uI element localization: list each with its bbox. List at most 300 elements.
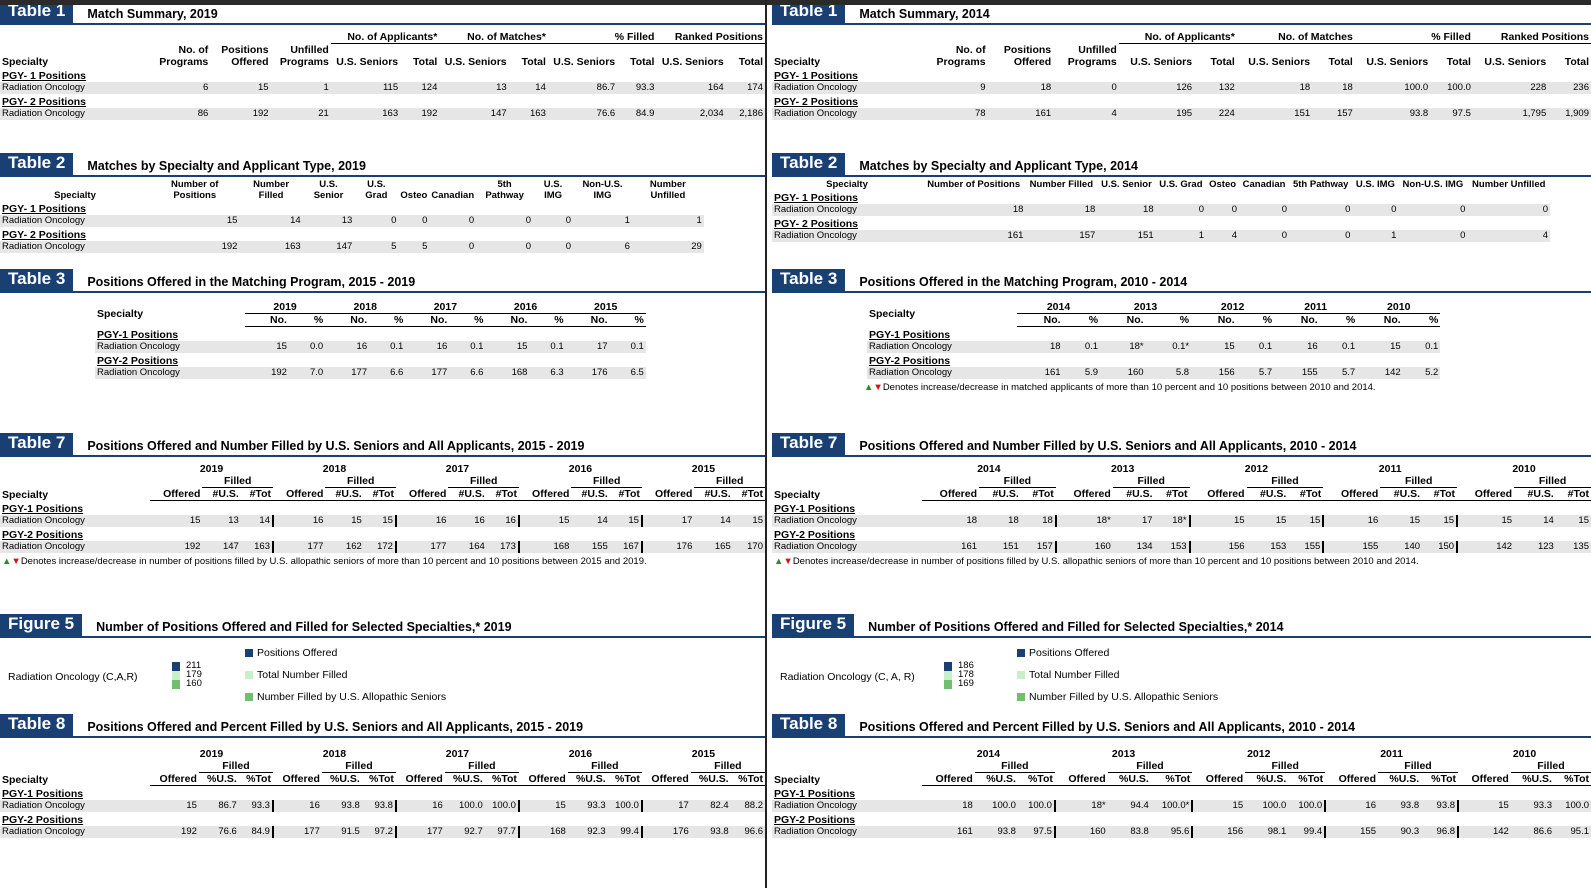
value-cell: 165 [694, 541, 732, 553]
bar-group [172, 662, 180, 689]
value-cell: 6.5 [610, 367, 646, 379]
category-label: PGY-2 Positions [774, 814, 856, 826]
table-row [772, 230, 1550, 242]
value-cell: 0 [1289, 204, 1352, 216]
col-sub: U.S. Seniors [1248, 55, 1311, 68]
value-cell: 78 [922, 108, 988, 120]
value-cell: 18 [922, 800, 975, 812]
bar-value: 169 [958, 678, 974, 689]
col-sub: Unfilled Programs [1067, 43, 1117, 68]
col-header: Osteo [1209, 179, 1237, 190]
col-sub: Offered [1055, 773, 1108, 786]
arrow-down-icon: ▼ [783, 556, 793, 567]
t7-tag: Table 7 [772, 433, 845, 455]
value-cell: 82.4 [691, 800, 731, 812]
value-cell: 147 [303, 241, 355, 253]
value-cell: 15 [1422, 515, 1457, 527]
category-row [772, 527, 1591, 541]
value-cell: 18* [1100, 341, 1146, 353]
value-cell: 1 [1156, 230, 1206, 242]
value-cell: 177 [405, 367, 449, 379]
col-sub: U.S. Seniors [336, 55, 399, 68]
value-cell: 167 [610, 541, 642, 553]
f5-tag: Figure 5 [772, 614, 854, 636]
value-cell: 18* [1055, 800, 1108, 812]
value-cell: 5.9 [1063, 367, 1100, 379]
category-row [867, 353, 1440, 367]
value-cell: 163 [241, 541, 273, 553]
col-sub: U.S. Seniors [1130, 55, 1193, 68]
value-cell: 86 [150, 108, 210, 120]
value-cell: 6 [573, 241, 632, 253]
value-cell: 16 [396, 800, 445, 812]
col-no: No. [1357, 314, 1403, 327]
value-cell: 100.0 [1430, 82, 1473, 94]
col-pct: % [1146, 314, 1192, 327]
category-label: PGY- 2 Positions [2, 95, 87, 108]
table-2-grid [0, 179, 704, 253]
value-cell: 91.5 [322, 826, 362, 838]
legend-swatch [1017, 693, 1025, 701]
figure-5-body [772, 638, 1591, 718]
specialty-cell: Radiation Oncology [772, 204, 922, 216]
year-header: 2012 [1244, 463, 1269, 475]
table-row [0, 541, 765, 553]
value-cell: 16 [1323, 515, 1380, 527]
value-cell: 147 [202, 541, 240, 553]
value-cell: 18 [1312, 82, 1355, 94]
col-sub: #U.S. [202, 488, 240, 501]
value-cell: 16 [325, 341, 369, 353]
col-sub: Offered [396, 773, 445, 786]
col-sub: Offered [519, 488, 571, 501]
specialty-cell: Radiation Oncology [772, 515, 922, 527]
value-cell: 15 [1357, 341, 1403, 353]
legend-label: Number Filled by U.S. Allopathic Seniors [257, 691, 447, 703]
col-sub: #U.S. [571, 488, 609, 501]
value-cell: 195 [1119, 108, 1194, 120]
specialty-cell: Radiation Oncology [772, 82, 922, 94]
value-cell: 94.4 [1108, 800, 1151, 812]
table-row [772, 541, 1591, 553]
value-cell: 100.0 [1355, 82, 1430, 94]
filled-header: Filled [1378, 760, 1458, 773]
value-cell: 0.1 [610, 341, 646, 353]
year-header: 2016 [568, 463, 593, 475]
table-row [772, 204, 1550, 216]
t7-title: Positions Offered and Number Filled by U.S. Seniors and All Applicants, 2015 - 2019 [87, 439, 585, 453]
col-group: No. of Applicants* [1119, 31, 1237, 44]
col-pct: % [1403, 314, 1441, 327]
year-header: 2012 [1247, 748, 1271, 760]
value-cell: 15 [150, 215, 239, 227]
col-sub: #U.S. [1514, 488, 1556, 501]
bar-value: 179 [186, 669, 202, 680]
table-row [0, 800, 765, 812]
value-cell: 0 [1239, 204, 1289, 216]
value-cell: 0 [1206, 204, 1239, 216]
legend-item [1017, 686, 1218, 708]
value-cell: 140 [1380, 541, 1422, 553]
col-no: No. [245, 314, 289, 327]
value-cell: 142 [1458, 826, 1511, 838]
value-cell: 18 [1021, 515, 1056, 527]
value-cell: 1,795 [1473, 108, 1548, 120]
year-header: 2017 [445, 463, 470, 475]
value-cell: 177 [325, 367, 369, 379]
table-7-note [0, 553, 765, 570]
value-cell: 15 [1458, 800, 1511, 812]
figure-5 [772, 614, 1591, 718]
col-sub: #U.S. [1380, 488, 1422, 501]
category-row [772, 190, 1550, 204]
category-row [0, 501, 765, 516]
col-sub: Offered [1192, 773, 1245, 786]
col-header: Non-U.S. IMG [582, 179, 623, 201]
col-group: Ranked Positions [656, 31, 765, 44]
col-header: U.S. IMG [543, 179, 563, 201]
value-cell: 176 [642, 826, 691, 838]
value-cell: 0.1 [1403, 341, 1441, 353]
value-cell: 100.0 [1018, 800, 1055, 812]
value-cell: 0.1 [1237, 341, 1274, 353]
col-header: U.S. Senior [313, 179, 344, 201]
col-header: Specialty [826, 179, 868, 190]
category-row [0, 812, 765, 826]
bar-group [944, 662, 952, 689]
value-cell: 163 [509, 108, 548, 120]
filled-header: Filled [975, 760, 1055, 773]
value-cell: 124 [400, 82, 439, 94]
year-header: 2011 [1274, 301, 1357, 314]
value-cell: 192 [150, 241, 239, 253]
value-cell: 126 [1119, 82, 1194, 94]
specialty-cell: Radiation Oncology [0, 800, 150, 812]
filled-header: Filled [571, 475, 642, 488]
category-label: PGY- 1 Positions [2, 69, 87, 82]
col-sub: %Tot [1018, 773, 1055, 786]
value-cell: 236 [1548, 82, 1591, 94]
table-3-grid [867, 301, 1440, 379]
value-cell: 168 [485, 367, 529, 379]
value-cell: 15 [210, 82, 270, 94]
specialty-cell: Radiation Oncology [772, 230, 922, 242]
table-7 [772, 433, 1591, 570]
col-header: Non-U.S. IMG [1402, 179, 1464, 190]
value-cell: 4 [1206, 230, 1239, 242]
figure-legend [1017, 642, 1218, 708]
col-pct: % [529, 314, 565, 327]
category-row [95, 353, 646, 367]
col-header: Number Unfilled [1472, 179, 1546, 190]
col-sub: Positions Offered [1003, 43, 1052, 68]
value-cell: 153 [1155, 541, 1190, 553]
value-cell: 192 [245, 367, 289, 379]
value-cell: 93.8 [362, 800, 396, 812]
table-row [0, 108, 765, 120]
col-sub: %Tot [239, 773, 273, 786]
legend-swatch [245, 693, 253, 701]
legend-item [1017, 664, 1218, 686]
t7-header [0, 433, 765, 457]
value-cell: 132 [1194, 82, 1237, 94]
col-pct: % [289, 314, 325, 327]
value-cell: 86.7 [199, 800, 239, 812]
value-cell: 14 [1514, 515, 1556, 527]
legend-swatch [245, 671, 253, 679]
value-cell: 16 [273, 515, 325, 527]
value-cell: 18* [1155, 515, 1190, 527]
value-cell: 92.3 [568, 826, 608, 838]
table-1-grid [0, 31, 765, 120]
col-sub: %U.S. [199, 773, 239, 786]
year-header: 2013 [1111, 748, 1136, 760]
t8-tag: Table 8 [772, 714, 845, 736]
category-label: PGY-1 Positions [2, 503, 84, 515]
specialty-cell: Radiation Oncology [772, 541, 922, 553]
value-cell: 160 [1056, 541, 1113, 553]
value-cell: 0 [1398, 230, 1467, 242]
value-cell: 84.9 [239, 826, 273, 838]
col-header: 5th Pathway [485, 179, 524, 201]
specialty-cell: Radiation Oncology [867, 367, 1017, 379]
table-3-grid [95, 301, 646, 379]
col-sub: U.S. Seniors [661, 55, 724, 68]
col-sub: #Tot [364, 488, 396, 501]
value-cell: 18 [988, 82, 1054, 94]
legend-swatch [1017, 649, 1025, 657]
specialty-cell: Radiation Oncology [0, 826, 150, 838]
value-cell: 5 [354, 241, 398, 253]
col-sub: %Tot [731, 773, 765, 786]
value-cell: 13 [439, 82, 508, 94]
value-cell: 168 [519, 541, 571, 553]
value-cell: 161 [922, 826, 975, 838]
value-cell: 6.6 [369, 367, 405, 379]
category-row [772, 501, 1591, 516]
value-cell: 16 [487, 515, 519, 527]
value-cell: 0.1 [369, 341, 405, 353]
filled-header: Filled [325, 475, 396, 488]
col-specialty: Specialty [97, 307, 144, 320]
value-cell: 157 [1312, 108, 1355, 120]
col-sub: Offered [273, 773, 322, 786]
value-cell: 155 [1323, 541, 1380, 553]
col-pct: % [1320, 314, 1357, 327]
value-cell: 151 [1097, 230, 1155, 242]
bar-0 [944, 662, 952, 671]
value-cell: 161 [1017, 367, 1063, 379]
table-row [0, 82, 765, 94]
table-7-grid [772, 463, 1591, 553]
table-row [772, 800, 1591, 812]
t3-title: Positions Offered in the Matching Program, 2015 - 2019 [87, 275, 416, 289]
value-cell: 155 [571, 541, 609, 553]
col-sub: #Tot [610, 488, 642, 501]
filled-header: Filled [448, 475, 519, 488]
col-sub: %Tot [1421, 773, 1458, 786]
value-cell: 0.0 [289, 341, 325, 353]
value-cell: 14 [571, 515, 609, 527]
t8-header [0, 714, 765, 738]
bar-0 [172, 662, 180, 671]
value-cell: 147 [439, 108, 508, 120]
year-header: 2019 [199, 463, 224, 475]
value-cell: 15 [150, 515, 202, 527]
legend-item [245, 686, 446, 708]
bar-2 [944, 680, 952, 689]
col-sub: Offered [922, 488, 979, 501]
table-8-grid [772, 748, 1591, 838]
table-row [772, 826, 1591, 838]
value-cell: 7.0 [289, 367, 325, 379]
value-cell: 177 [396, 541, 448, 553]
filled-header: Filled [1514, 475, 1591, 488]
year-header: 2015 [691, 463, 716, 475]
category-row [0, 786, 765, 801]
col-sub: #Tot [241, 488, 273, 501]
value-cell: 5.8 [1146, 367, 1192, 379]
value-cell: 5.2 [1403, 367, 1441, 379]
t3-header [0, 269, 765, 293]
col-sub: #U.S. [1247, 488, 1289, 501]
year-header: 2018 [325, 301, 405, 314]
year-header: 2017 [405, 301, 485, 314]
col-header: U.S. IMG [1355, 179, 1395, 190]
col-sub: %Tot [1151, 773, 1193, 786]
category-label: PGY- 2 Positions [774, 95, 859, 108]
value-cell: 17 [1113, 515, 1155, 527]
value-cell: 156 [1191, 367, 1237, 379]
value-cell: 0 [1053, 82, 1119, 94]
value-cell: 90.3 [1378, 826, 1421, 838]
value-cell: 97.7 [485, 826, 519, 838]
category-label: PGY-2 Positions [97, 355, 179, 367]
table-3-note [862, 379, 1591, 396]
t8-title: Positions Offered and Percent Filled by U.S. Seniors and All Applicants, 2015 - 2019 [87, 720, 584, 734]
col-sub: Total [1328, 55, 1353, 68]
value-cell: 5.7 [1320, 367, 1357, 379]
category-row [0, 94, 765, 108]
value-cell: 84.9 [617, 108, 656, 120]
category-label: PGY-2 Positions [869, 355, 951, 367]
value-cell: 18 [979, 515, 1021, 527]
col-sub: Offered [922, 773, 975, 786]
value-cell: 0 [533, 215, 573, 227]
value-cell: 15 [245, 341, 289, 353]
figure-5 [0, 614, 765, 718]
value-cell: 0 [354, 215, 398, 227]
col-sub: Offered [1458, 773, 1511, 786]
filled-header: Filled [691, 760, 765, 773]
table-2 [772, 153, 1591, 242]
col-sub: %U.S. [691, 773, 731, 786]
value-cell: 15 [485, 341, 529, 353]
specialty-cell: Radiation Oncology [867, 341, 1017, 353]
col-sub: #U.S. [979, 488, 1021, 501]
col-sub: #Tot [1422, 488, 1457, 501]
value-cell: 160 [1055, 826, 1108, 838]
col-specialty: Specialty [2, 488, 49, 501]
value-cell: 163 [331, 108, 400, 120]
value-cell: 151 [1237, 108, 1312, 120]
value-cell: 151 [979, 541, 1021, 553]
table-8-grid [0, 748, 765, 838]
table-3 [772, 269, 1591, 396]
t7-header [772, 433, 1591, 457]
value-cell: 100.0 [485, 800, 519, 812]
table-row [0, 241, 704, 253]
panel-divider [765, 0, 767, 888]
value-cell: 16 [1274, 341, 1320, 353]
col-no: No. [566, 314, 610, 327]
value-cell: 93.8 [322, 800, 362, 812]
f5-header [0, 614, 765, 638]
figure-legend [245, 642, 446, 708]
value-cell: 13 [202, 515, 240, 527]
value-cell: 93.8 [1421, 800, 1458, 812]
table-7-note [772, 553, 1591, 570]
value-cell: 29 [632, 241, 704, 253]
col-group: No. of Applicants* [331, 31, 440, 44]
col-sub: U.S. Seniors [1484, 55, 1547, 68]
value-cell: 0 [398, 215, 429, 227]
value-cell: 21 [271, 108, 331, 120]
value-cell: 93.8 [1378, 800, 1421, 812]
table-row [772, 82, 1591, 94]
value-cell: 161 [922, 230, 1025, 242]
col-sub: #Tot [487, 488, 519, 501]
col-header: Canadian [1242, 179, 1286, 190]
value-cell: 0 [1467, 204, 1550, 216]
value-cell: 98.1 [1245, 826, 1288, 838]
value-cell: 93.3 [239, 800, 273, 812]
value-cell: 100.0 [1554, 800, 1591, 812]
col-header: Number of Positions [927, 179, 1021, 190]
specialty-cell: Radiation Oncology [772, 108, 922, 120]
col-sub: #U.S. [694, 488, 732, 501]
value-cell: 6.6 [449, 367, 485, 379]
category-row [772, 68, 1591, 82]
col-group: Ranked Positions [1473, 31, 1591, 44]
note-text: Denotes increase/decrease in number of positions filled by U.S. allopathic seniors of more than 10 percent and 10 positions between 2010 and 2014. [792, 556, 1419, 567]
specialty-cell: Radiation Oncology [0, 82, 150, 94]
category-row [0, 227, 704, 241]
value-cell: 176 [642, 541, 694, 553]
f5-title: Number of Positions Offered and Filled for Selected Specialties,* 2019 [96, 620, 512, 634]
col-sub: %U.S. [322, 773, 362, 786]
value-cell: 86.6 [1511, 826, 1554, 838]
value-cell: 15 [364, 515, 396, 527]
col-sub: Offered [642, 488, 694, 501]
t1-title: Match Summary, 2019 [87, 7, 218, 21]
category-row [772, 812, 1591, 826]
col-no: No. [1274, 314, 1320, 327]
col-sub: #U.S. [325, 488, 363, 501]
value-cell: 0.1 [1063, 341, 1100, 353]
col-sub: Offered [1457, 488, 1514, 501]
year-header: 2016 [485, 301, 565, 314]
category-label: PGY-1 Positions [774, 788, 856, 800]
value-cell: 1 [632, 215, 704, 227]
col-header: U.S. Grad [1159, 179, 1203, 190]
category-label: PGY-1 Positions [97, 329, 179, 341]
t1-tag: Table 1 [772, 5, 845, 23]
table-7 [0, 433, 765, 570]
value-cell: 16 [405, 341, 449, 353]
col-sub: %U.S. [568, 773, 608, 786]
col-sub: Total [413, 55, 438, 68]
